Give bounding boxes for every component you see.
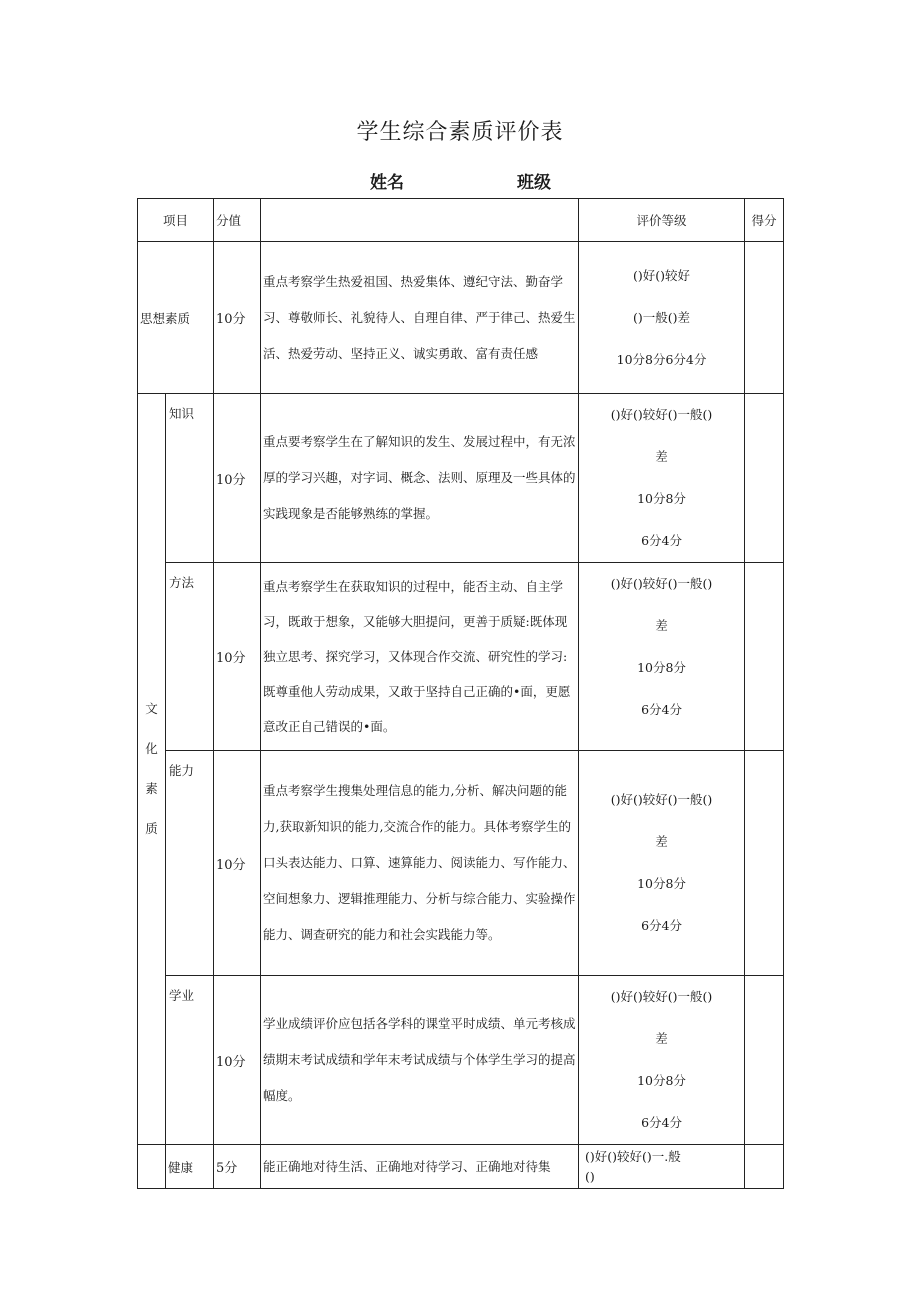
header-description: [261, 199, 579, 242]
header-result: 得分: [745, 199, 784, 242]
study-grade-line1: ()好()较好()一般(): [610, 989, 713, 1004]
ability-grade: [579, 751, 745, 976]
method-grade-line2: 差: [655, 618, 668, 633]
ability-description: 重点考察学生搜集处理信息的能力,分析、解决问题的能力,获取新知识的能力,交流合作的能力。具体考察学生的口头表达能力、口算、速算能力、阅读能力、写作能力、空间想象力、逻辑推理能力、分析与综合能力、实验操作能力、调查研究的能力和社会实践能力等。: [261, 751, 579, 976]
ability-score: 10分: [214, 751, 261, 976]
method-grade-line4: 6分4分: [641, 702, 682, 717]
study-grade: [579, 976, 745, 1145]
culture-char-3: 素: [145, 781, 158, 796]
health-grade-line1: ()好()较好()一.般: [585, 1148, 681, 1164]
culture-char-4: 质: [145, 821, 158, 836]
knowledge-grade-line4: 6分4分: [641, 533, 682, 548]
row-moral: [138, 242, 784, 394]
ability-grade-line3: 10分8分: [637, 876, 686, 891]
culture-char-1: 文: [145, 701, 158, 716]
moral-grade-line3: 10分8分6分4分: [616, 351, 707, 367]
moral-score: 10分: [214, 242, 261, 394]
header-score: 分值: [214, 199, 261, 242]
knowledge-grade-line2: 差: [655, 449, 668, 464]
method-grade-line3: 10分8分: [637, 660, 686, 675]
row-ability: [138, 751, 784, 976]
study-grade-line3: 10分8分: [637, 1073, 686, 1088]
culture-char-2: 化: [145, 741, 158, 756]
ability-grade-line2: 差: [655, 834, 668, 849]
ability-result[interactable]: [745, 751, 784, 976]
header-item: 项目: [138, 199, 214, 242]
moral-result[interactable]: [745, 242, 784, 394]
study-label: 学业: [166, 976, 214, 1145]
method-grade-line1: ()好()较好()一般(): [610, 576, 713, 591]
ability-grade-line1: ()好()较好()一般(): [610, 792, 713, 807]
health-label: 健康: [166, 1145, 214, 1189]
row-method: [138, 563, 784, 751]
study-grade-line4: 6分4分: [641, 1115, 682, 1130]
knowledge-grade-line1: ()好()较好()一般(): [610, 407, 713, 422]
study-description: 学业成绩评价应包括各学科的课堂平时成绩、单元考核成绩期末考试成绩和学年末考试成绩与个体学生学习的提高幅度。: [261, 976, 579, 1145]
culture-group-label: [138, 394, 166, 1145]
knowledge-result[interactable]: [745, 394, 784, 563]
header-row: [138, 199, 784, 242]
class-label: 班级: [517, 173, 551, 193]
health-grade: [579, 1145, 745, 1189]
ability-label: 能力: [166, 751, 214, 976]
row-health: [138, 1145, 784, 1189]
method-label: 方法: [166, 563, 214, 751]
row-knowledge: [138, 394, 784, 563]
row-study: [138, 976, 784, 1145]
study-grade-line2: 差: [655, 1031, 668, 1046]
evaluation-table: [137, 198, 784, 1189]
moral-grade-line2: ()一般()差: [633, 309, 691, 325]
health-result[interactable]: [745, 1145, 784, 1189]
study-result[interactable]: [745, 976, 784, 1145]
moral-description: 重点考察学生热爱祖国、热爱集体、遵纪守法、勤奋学习、尊敬师长、礼貌待人、自理自律、严于律己、热爱生活、热爱劳动、坚持正义、诚实勇敢、富有责任感: [261, 242, 579, 394]
method-description: 重点考察学生在获取知识的过程中，能否主动、自主学习，既敢于想象，又能够大胆提问，更善于质疑:既体现独立思考、探究学习，又体现合作交流、研究性的学习:既尊重他人劳动成果，又敢于坚持自己正确的•面，更愿意改正自己错误的•面。: [261, 563, 579, 751]
form-title: 学生综合素质评价表: [356, 120, 564, 145]
moral-grade-line1: ()好()较好: [633, 267, 691, 283]
knowledge-label: 知识: [166, 394, 214, 563]
knowledge-grade-line3: 10分8分: [637, 491, 686, 506]
knowledge-grade: [579, 394, 745, 563]
health-grade-line2: (): [585, 1168, 595, 1184]
health-score: 5分: [214, 1145, 261, 1189]
knowledge-description: 重点要考察学生在了解知识的发生、发展过程中，有无浓厚的学习兴趣，对字词、概念、法则、原理及一些具体的实践现象是否能够熟练的掌握。: [261, 394, 579, 563]
moral-label: 思想素质: [138, 242, 214, 394]
name-label: 姓名: [370, 173, 404, 193]
method-score: 10分: [214, 563, 261, 751]
knowledge-score: 10分: [214, 394, 261, 563]
moral-grade: [579, 242, 745, 394]
ability-grade-line4: 6分4分: [641, 918, 682, 933]
method-grade: [579, 563, 745, 751]
method-result[interactable]: [745, 563, 784, 751]
health-description: 能正确地对待生活、正确地对待学习、正确地对待集: [261, 1145, 579, 1189]
health-group-cell: [138, 1145, 166, 1189]
header-grade: 评价等级: [579, 199, 745, 242]
study-score: 10分: [214, 976, 261, 1145]
